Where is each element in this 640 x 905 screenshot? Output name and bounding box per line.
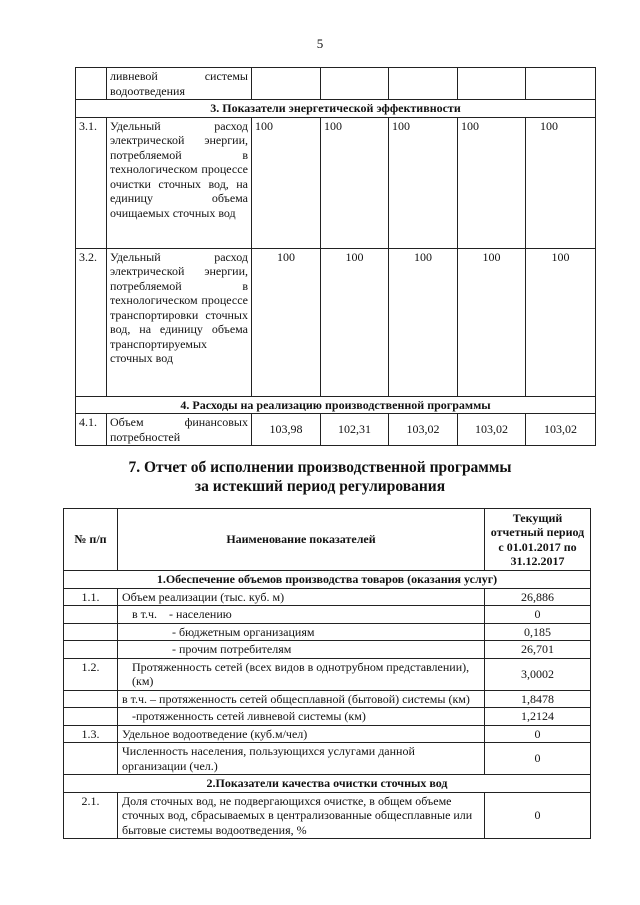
table-row [76,68,596,100]
indicator-name-cell: Протяженность сетей (всех видов в однотрубном представлении), (км) [118,658,485,690]
value-cell: 100 [252,117,321,248]
section-row [76,396,596,414]
value-cell: 0 [485,725,591,743]
header-num: № п/п [64,509,118,571]
value-cell [252,68,321,100]
num-cell: 1.1. [64,588,118,606]
table-row [64,792,591,839]
indicator-name-cell: Объем финансовых потребностей [107,414,252,446]
num-cell [64,690,118,708]
value-cell: 100 [458,248,526,396]
num-cell [76,68,107,100]
value-cell: 0,185 [485,623,591,641]
num-cell: 3.1. [76,117,107,248]
value-cell: 100 [321,248,389,396]
table-row [64,708,591,726]
value-cell: 3,0002 [485,658,591,690]
value-cell [458,68,526,100]
num-cell: 3.2. [76,248,107,396]
num-cell [64,708,118,726]
report-table [63,508,591,839]
section-heading [0,458,640,496]
num-cell: 4.1. [76,414,107,446]
table-row [64,623,591,641]
table-row [64,588,591,606]
value-cell: 100 [321,117,389,248]
value-cell: 100 [526,117,596,248]
value-cell: 0 [485,792,591,839]
section-row [64,571,591,589]
table-row [76,117,596,248]
table-row [64,641,591,659]
value-cell: 100 [526,248,596,396]
indicator-name-cell: Удельный расход электрической энергии, потребляемой в технологическом процессе транспортировки сточных вод, на единицу объема транспортируемых сточных вод [107,248,252,396]
value-cell: 103,02 [526,414,596,446]
section-title: 3. Показатели энергетической эффективности [76,100,596,118]
num-cell [64,641,118,659]
value-cell: 1,2124 [485,708,591,726]
indicator-name-cell: в т.ч. - населению [118,606,485,624]
table-row [64,690,591,708]
indicator-name-cell: -протяженность сетей ливневой системы (км) [118,708,485,726]
value-cell: 100 [458,117,526,248]
value-cell [321,68,389,100]
value-cell: 103,02 [389,414,458,446]
value-cell: 26,886 [485,588,591,606]
table-row [64,725,591,743]
indicator-name-cell: Удельное водоотведение (куб.м/чел) [118,725,485,743]
indicator-name-cell: ливневой системы водоотведения [107,68,252,100]
num-cell: 1.2. [64,658,118,690]
value-cell: 0 [485,606,591,624]
indicator-name-cell: Удельный расход электрической энергии, потребляемой в технологическом процессе очистки сточных вод, на единицу объема очищаемых сточных вод [107,117,252,248]
value-cell: 1,8478 [485,690,591,708]
indicator-name-cell: Доля сточных вод, не подвергающихся очистке, в общем объеме сточных вод, сбрасываемых в централизованные общесплавные или бытовые системы водоотведения, % [118,792,485,839]
num-cell [64,606,118,624]
heading-line-2: за истекший период регулирования [194,478,446,495]
header-row [64,509,591,571]
value-cell: 103,02 [458,414,526,446]
indicator-name-cell: Объем реализации (тыс. куб. м) [118,588,485,606]
page-number: 5 [316,36,324,51]
value-cell: 100 [389,117,458,248]
table-row [64,658,591,690]
indicator-name-cell: Численность населения, пользующихся услугами данной организации (чел.) [118,743,485,775]
indicator-name-cell: - бюджетным организациям [118,623,485,641]
header-name: Наименование показателей [118,509,485,571]
section-title: 1.Обеспечение объемов производства товаров (оказания услуг) [64,571,591,589]
header-period: Текущий отчетный период с 01.01.2017 по 31.12.2017 [485,509,591,571]
value-cell [389,68,458,100]
value-cell: 103,98 [252,414,321,446]
num-cell [64,623,118,641]
value-cell: 26,701 [485,641,591,659]
num-cell: 1.3. [64,725,118,743]
value-cell: 100 [389,248,458,396]
table-row [76,248,596,396]
table-row [76,414,596,446]
section-title: 4. Расходы на реализацию производственной программы [76,396,596,414]
indicator-name-cell: - прочим потребителям [118,641,485,659]
section-row [76,100,596,118]
value-cell: 102,31 [321,414,389,446]
num-cell [64,743,118,775]
table-row [64,606,591,624]
table-row [64,743,591,775]
value-cell [526,68,596,100]
heading-line-1: 7. Отчет об исполнении производственной программы [128,459,512,476]
indicators-table [75,67,596,446]
section-row [64,775,591,793]
value-cell: 0 [485,743,591,775]
num-cell: 2.1. [64,792,118,839]
value-cell: 100 [252,248,321,396]
section-title: 2.Показатели качества очистки сточных вод [64,775,591,793]
indicator-name-cell: в т.ч. – протяженность сетей общесплавной (бытовой) системы (км) [118,690,485,708]
